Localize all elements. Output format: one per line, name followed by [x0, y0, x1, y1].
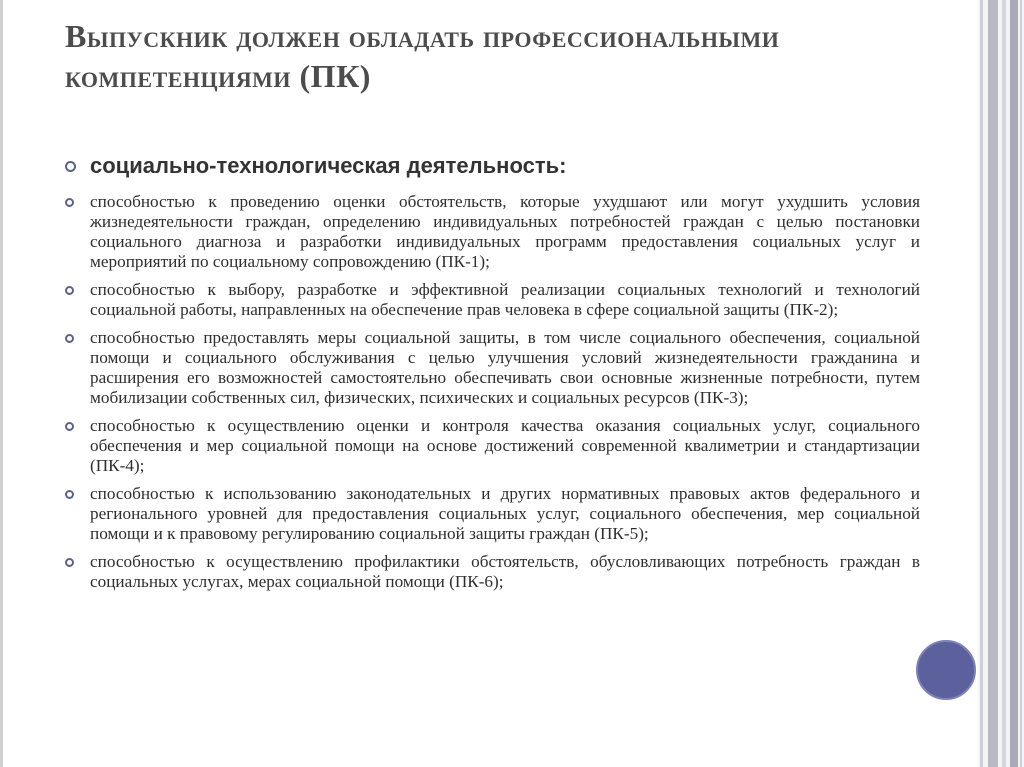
- bullet-circle-icon: [65, 161, 76, 172]
- slide-nav-circle[interactable]: [916, 640, 976, 700]
- list-item: [65, 328, 920, 408]
- stripe: [1002, 0, 1006, 767]
- bullet-circle-icon: [65, 334, 74, 343]
- stripe: [980, 0, 983, 767]
- list-item-text: способностью к проведению оценки обстоятельств, которые ухудшают или могут ухудшить условия жизнедеятельности граждан, определению индивидуальных потребностей граждан с целью постановки социального диагноза и разработки индивидуальных программ предоставления социальных услуг и мероприятий по социальному сопровождению (ПК-1);: [90, 192, 920, 271]
- list-item-text: способностью к выбору, разработке и эффективной реализации социальных технологий и технологий социальной работы, направленных на обеспечение прав человека в сфере социальной защиты (ПК-2);: [90, 280, 920, 319]
- stripe: [988, 0, 998, 767]
- list-item: [65, 416, 920, 476]
- section-heading: [65, 152, 925, 180]
- list-item-text: способностью предоставлять меры социальной защиты, в том числе социального обеспечения, социальной помощи и социального обслуживания с целью улучшения условий жизнедеятельности гражданина и расширения его возможностей самостоятельно обеспечивать свои основные жизненные потребности, путем мобилизации собственных сил, физических, психических и социальных ресурсов (ПК-3);: [90, 328, 920, 407]
- stripe: [1020, 0, 1022, 767]
- list-item: [65, 192, 920, 272]
- list-item-text: способностью к использованию законодательных и других нормативных правовых актов федерального и регионального уровней для предоставления социальных услуг, социального обеспечения, мер социальной помощи и к правовому регулированию социальной защиты граждан (ПК-5);: [90, 484, 920, 543]
- bullet-circle-icon: [65, 286, 74, 295]
- left-border: [0, 0, 3, 767]
- list-item: [65, 280, 920, 320]
- stripe: [1010, 0, 1018, 767]
- bullet-circle-icon: [65, 198, 74, 207]
- competency-list: [65, 192, 920, 600]
- list-item: [65, 552, 920, 592]
- slide-title: Выпускник должен обладать профессиональными компетенциями (ПК): [65, 18, 780, 94]
- list-item-text: способностью к осуществлению профилактики обстоятельств, обусловливающих потребность граждан в социальных услугах, мерах социальной помощи (ПК-6);: [90, 552, 920, 591]
- section-heading-text: социально-технологическая деятельность:: [90, 153, 567, 178]
- bullet-circle-icon: [65, 490, 74, 499]
- decorative-stripes: [978, 0, 1024, 767]
- bullet-circle-icon: [65, 422, 74, 431]
- list-item-text: способностью к осуществлению оценки и контроля качества оказания социальных услуг, социального обеспечения и мер социальной помощи на основе достижений современной квалиметрии и стандартизации (ПК-4);: [90, 416, 920, 475]
- list-item: [65, 484, 920, 544]
- bullet-circle-icon: [65, 558, 74, 567]
